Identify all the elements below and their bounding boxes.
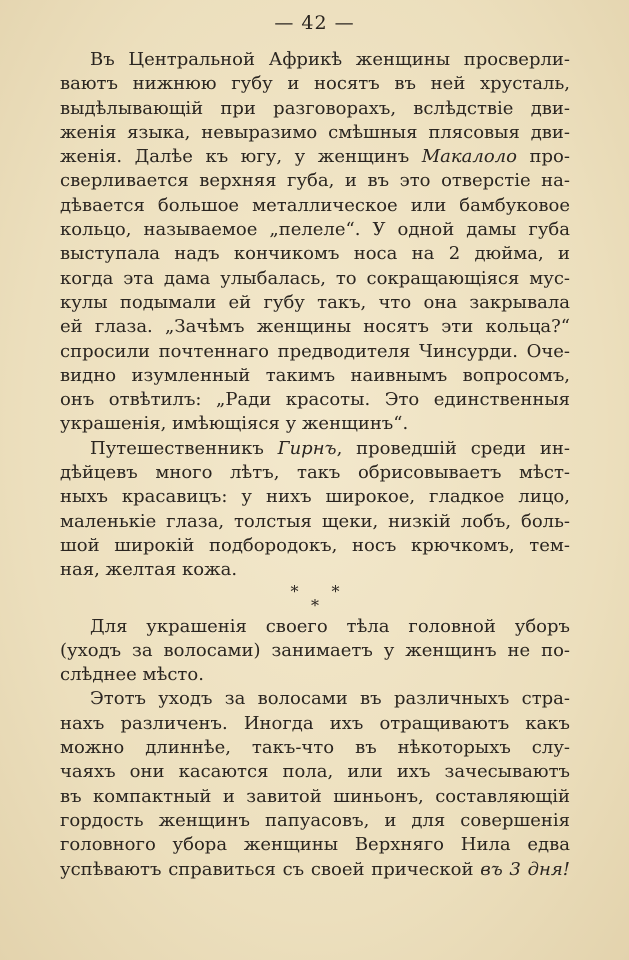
text-line: ныхъ красавицъ: у нихъ широкое, гладкое лицо, bbox=[60, 486, 570, 508]
emphasized-name: Гирнъ bbox=[277, 437, 337, 459]
text-line: Въ Центральной Африкѣ женщины просверли- bbox=[90, 49, 570, 70]
text-line: сверливается верхняя губа, и въ это отверстіе на- bbox=[60, 170, 570, 192]
text-line: онъ отвѣтилъ: „Ради красоты. Это единственныя bbox=[60, 389, 570, 411]
text-line: кольцо, называемое „пелеле“. У одной дамы губа bbox=[60, 219, 570, 241]
text-line: шой широкій подбородокъ, носъ крючкомъ, тем- bbox=[60, 534, 570, 556]
text-line: выдѣлывающій при разговорахъ, вслѣдствіе дви- bbox=[60, 97, 570, 119]
text-line: головного убора женщины Верхняго Нила едва bbox=[60, 834, 570, 856]
text-line: дѣйцевъ много лѣтъ, такъ обрисовываетъ мѣст- bbox=[60, 462, 570, 484]
text-line: въ компактный и завитой шиньонъ, составляющій bbox=[60, 785, 570, 807]
emphasized-phrase: въ 3 дня! bbox=[480, 858, 570, 880]
text-line: гордость женщинъ папуасовъ, и для совершенія bbox=[60, 809, 570, 831]
text-line: ваютъ нижнюю губу и носятъ въ ней хрусталь, bbox=[60, 73, 570, 95]
text-fragment: женія. Далѣе къ югу, у женщинъ bbox=[60, 146, 410, 168]
text-fragment: , проведшій среди ин- bbox=[336, 437, 570, 459]
text-line: нахъ различенъ. Иногда ихъ отращиваютъ какъ bbox=[60, 712, 570, 734]
text-line: ная, желтая кожа. bbox=[60, 559, 238, 581]
text-line: когда эта дама улыбалась, то сокращающіяся мус- bbox=[60, 267, 570, 289]
text-line: кулы подымали ей губу такъ, что она закрывала bbox=[60, 291, 570, 313]
text-line: видно изумленный такимъ наивнымъ вопросомъ, bbox=[60, 364, 570, 386]
text-line: спросили почтеннаго предводителя Чинсурди. Оче- bbox=[60, 340, 570, 362]
section-separator bbox=[60, 583, 570, 615]
page-number: — 42 — bbox=[274, 12, 355, 34]
text-line: выступала надъ кончикомъ носа на 2 дюйма, и bbox=[60, 243, 570, 265]
text-line: слѣднее мѣсто. bbox=[60, 664, 204, 686]
text-line: (уходъ за волосами) занимаетъ у женщинъ не по- bbox=[60, 639, 570, 661]
asterisk-row-top: * * bbox=[290, 581, 354, 601]
text-line: Этотъ уходъ за волосами въ различныхъ стра- bbox=[90, 688, 570, 710]
text-line: женія языка, невыразимо смѣшныя плясовыя дви- bbox=[60, 121, 570, 143]
text-fragment: про- bbox=[529, 146, 570, 168]
text-fragment: успѣваютъ справиться съ своей прической bbox=[60, 858, 474, 880]
text-line: маленькіе глаза, толстыя щеки, низкій лобъ, боль- bbox=[60, 510, 570, 532]
text-line bbox=[60, 145, 570, 169]
asterisk-row-bottom: * bbox=[311, 595, 333, 615]
text-line: можно длиннѣе, такъ-что въ нѣкоторыхъ слу- bbox=[60, 737, 570, 759]
text-line: дѣвается большое металлическое или бамбуковое bbox=[60, 194, 570, 216]
text-line bbox=[60, 858, 570, 882]
text-line: украшенія, имѣющіяся у женщинъ“. bbox=[60, 413, 409, 435]
text-line: Для украшенія своего тѣла головной уборъ bbox=[90, 615, 570, 637]
text-line: чаяхъ они касаются пола, или ихъ зачесываютъ bbox=[60, 761, 570, 783]
text-line bbox=[60, 437, 570, 461]
emphasized-name: Макалоло bbox=[421, 146, 517, 168]
text-line: ей глаза. „Зачѣмъ женщины носятъ эти кольца?“ bbox=[60, 316, 570, 338]
text-fragment: Путешественникъ bbox=[90, 437, 264, 459]
body-text bbox=[60, 48, 570, 882]
